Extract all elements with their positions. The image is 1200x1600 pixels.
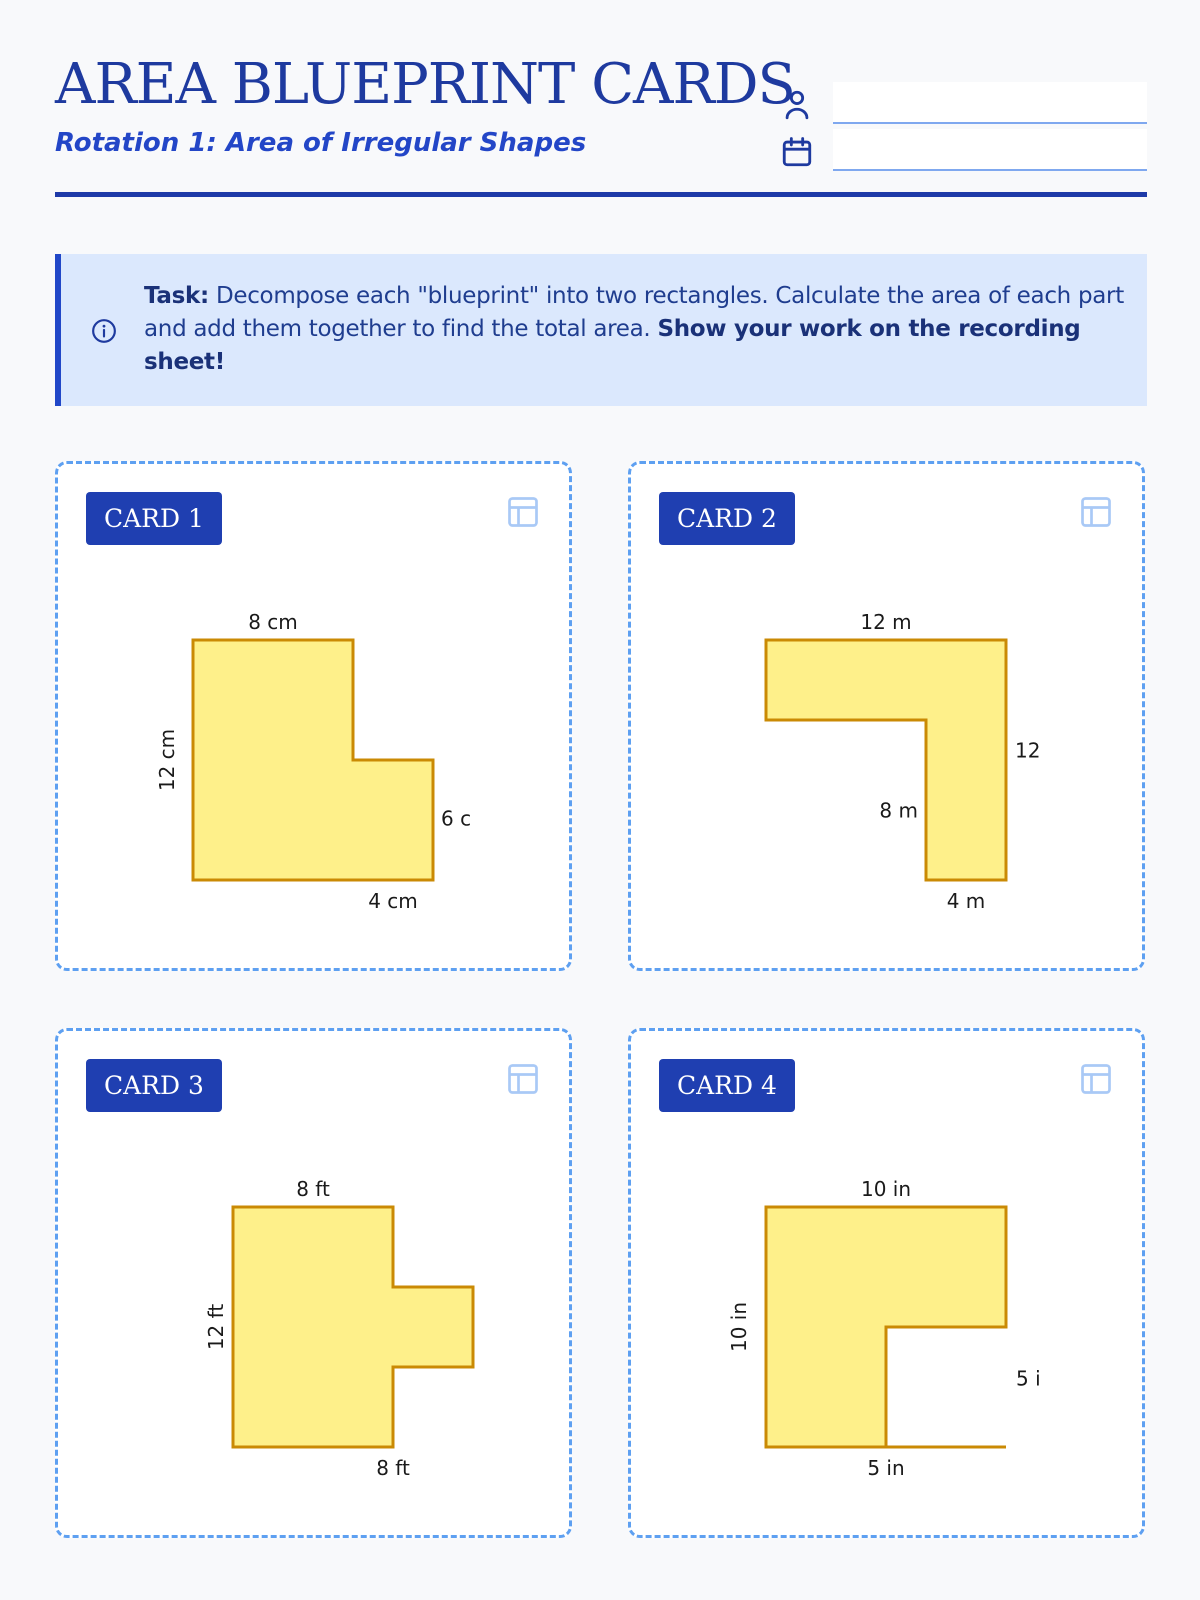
dimension-top: 8 cm bbox=[248, 610, 298, 634]
dimension-left: 12 ft bbox=[204, 1303, 228, 1351]
dimension-inner: 8 m bbox=[879, 798, 918, 823]
card-badge: CARD 3 bbox=[86, 1059, 222, 1112]
blueprint-card-4 bbox=[628, 1028, 1145, 1538]
date-field-row bbox=[780, 129, 1147, 174]
l-shape bbox=[193, 640, 433, 880]
dimension-bottom: 4 m bbox=[946, 889, 986, 913]
student-info-fields bbox=[780, 82, 1147, 182]
calendar-icon bbox=[780, 135, 814, 169]
dimension-bottom: 5 in bbox=[867, 1456, 905, 1480]
task-label: Task: bbox=[144, 283, 209, 309]
t-shape bbox=[233, 1207, 473, 1447]
worksheet-header bbox=[55, 52, 1147, 202]
blueprint-figure bbox=[58, 1031, 569, 1535]
dimension-right: 6 c bbox=[441, 806, 472, 831]
user-icon bbox=[780, 88, 814, 122]
header-divider bbox=[55, 192, 1147, 197]
dimension-top: 10 in bbox=[860, 1177, 912, 1201]
l-shape bbox=[766, 1207, 1006, 1447]
card-badge: CARD 2 bbox=[659, 492, 795, 545]
dimension-bottom: 8 ft bbox=[376, 1456, 410, 1480]
name-field[interactable] bbox=[833, 82, 1147, 124]
page-title: AREA BLUEPRINT CARDS bbox=[55, 52, 795, 117]
blueprint-card-3 bbox=[55, 1028, 572, 1538]
dimension-right: 12 bbox=[1015, 738, 1041, 763]
name-field-row bbox=[780, 82, 1147, 127]
task-instructions bbox=[55, 254, 1147, 406]
task-body: Decompose each "blueprint" into two rectangles. Calculate the area of each part and add them together to find the total area. bbox=[144, 283, 1124, 342]
info-icon bbox=[91, 318, 117, 344]
card-badge: CARD 4 bbox=[659, 1059, 795, 1112]
dimension-left: 12 cm bbox=[155, 728, 179, 792]
page-subtitle: Rotation 1: Area of Irregular Shapes bbox=[55, 128, 587, 158]
date-field[interactable] bbox=[833, 129, 1147, 171]
blueprint-figure bbox=[631, 464, 1142, 968]
l-shape bbox=[766, 640, 1006, 880]
card-badge: CARD 1 bbox=[86, 492, 222, 545]
blueprint-figure bbox=[58, 464, 569, 968]
dimension-top: 8 ft bbox=[296, 1177, 330, 1201]
blueprint-figure bbox=[631, 1031, 1142, 1535]
task-text bbox=[144, 280, 1124, 379]
blueprint-card-2 bbox=[628, 461, 1145, 971]
task-emphasis: Show your work on the recording sheet! bbox=[144, 316, 1081, 375]
dimension-bottom: 4 cm bbox=[368, 889, 418, 913]
blueprint-card-1 bbox=[55, 461, 572, 971]
dimension-top: 12 m bbox=[860, 610, 912, 634]
dimension-left: 10 in bbox=[727, 1301, 751, 1353]
dimension-right: 5 i bbox=[1016, 1366, 1041, 1391]
